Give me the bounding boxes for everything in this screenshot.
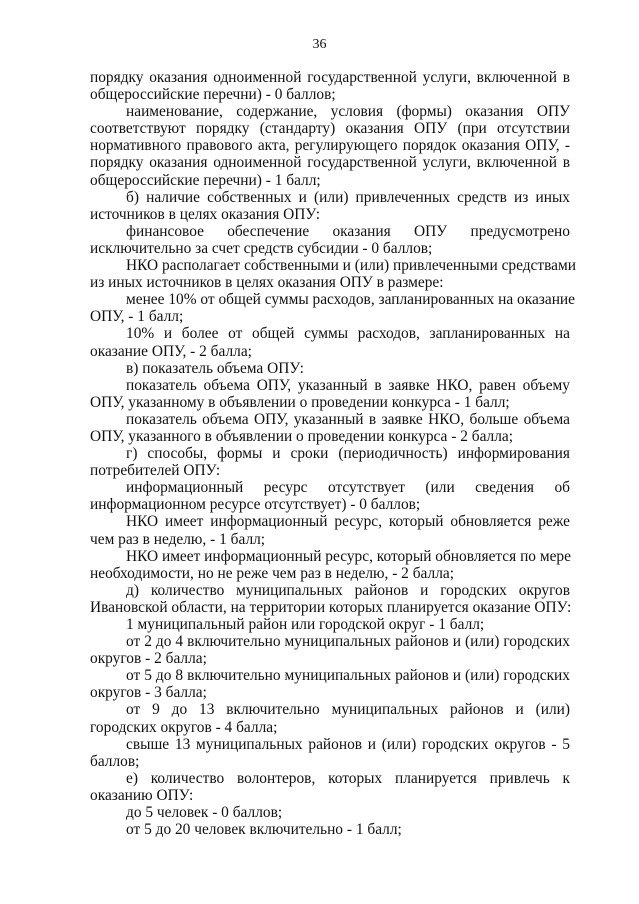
text-line: порядку оказания одноименной государственной услуги, включенной в: [90, 154, 570, 172]
text-line: финансовое обеспечение оказания ОПУ предусмотрено: [126, 222, 570, 240]
text-line: из иных источников в целях оказания ОПУ в размере:: [90, 274, 444, 292]
document-body: [90, 69, 576, 839]
text-line: нормативного правового акта, регулирующего порядок оказания ОПУ, -: [90, 137, 570, 155]
text-line: информационный ресурс отсутствует (или сведения об: [126, 479, 570, 497]
text-line: необходимости, но не реже чем раз в неделю, - 2 балла;: [90, 564, 454, 582]
text-line: соответствуют порядку (стандарту) оказания ОПУ (при отсутствии: [90, 120, 570, 138]
text-line: баллов;: [90, 752, 140, 770]
text-line: источников в целях оказания ОПУ:: [90, 205, 320, 223]
text-line: г) способы, формы и сроки (периодичность) информирования: [126, 445, 570, 463]
text-line: исключительно за счет средств субсидии - 0 баллов;: [90, 239, 433, 257]
text-line: показатель объема ОПУ, указанный в заявке НКО, равен объему: [126, 376, 570, 394]
text-line: от 2 до 4 включительно муниципальных районов и (или) городских: [126, 633, 570, 651]
text-line: НКО имеет информационный ресурс, который обновляется по мере: [126, 547, 571, 565]
text-line: общероссийские перечни) - 1 балл;: [90, 171, 321, 189]
text-line: информационном ресурсе отсутствует) - 0 баллов;: [90, 496, 421, 514]
text-line: д) количество муниципальных районов и городских округов: [126, 581, 570, 599]
text-line: от 5 до 8 включительно муниципальных районов и (или) городских: [126, 667, 570, 685]
text-line: 10% и более от общей суммы расходов, запланированных на: [126, 325, 570, 343]
text-line: е) количество волонтеров, которых планируется привлечь к: [126, 769, 570, 787]
text-line: потребителей ОПУ:: [90, 462, 221, 480]
text-line: до 5 человек - 0 баллов;: [126, 804, 283, 822]
text-line: в) показатель объема ОПУ:: [126, 359, 304, 377]
text-line: округов - 3 балла;: [90, 684, 207, 702]
text-line: наименование, содержание, условия (формы) оказания ОПУ: [126, 103, 570, 121]
text-line: городских округов - 4 балла;: [90, 718, 278, 736]
text-line: порядку оказания одноименной государственной услуги, включенной в: [90, 69, 570, 86]
text-line: общероссийские перечни) - 0 баллов;: [90, 86, 336, 104]
text-line: показатель объема ОПУ, указанный в заявке НКО, больше объема: [126, 410, 570, 428]
text-line: от 5 до 20 человек включительно - 1 балл;: [126, 821, 402, 839]
page-number: 36: [312, 37, 327, 52]
text-line: 1 муниципальный район или городской округ - 1 балл;: [126, 616, 485, 633]
text-line: свыше 13 муниципальных районов и (или) городских округов - 5: [126, 735, 570, 753]
text-line: НКО располагает собственными и (или) привлеченными средствами: [126, 257, 576, 275]
text-line: ОПУ, - 1 балл;: [90, 308, 184, 326]
text-line: ОПУ, указанному в объявлении о проведении конкурса - 1 балл;: [90, 393, 510, 411]
text-line: оказание ОПУ, - 2 балла;: [90, 342, 252, 360]
text-line: б) наличие собственных и (или) привлеченных средств из иных: [126, 188, 570, 206]
text-line: чем раз в неделю, - 1 балл;: [90, 530, 266, 548]
text-line: Ивановской области, на территории которых планируется оказание ОПУ:: [90, 598, 572, 616]
text-line: ОПУ, указанного в объявлении о проведении конкурса - 2 балла;: [90, 427, 514, 445]
text-line: менее 10% от общей суммы расходов, запланированных на оказание: [126, 291, 575, 309]
text-line: от 9 до 13 включительно муниципальных районов и (или): [126, 701, 570, 719]
text-line: округов - 2 балла;: [90, 650, 207, 668]
text-line: оказанию ОПУ:: [90, 786, 194, 804]
text-line: НКО имеет информационный ресурс, который обновляется реже: [126, 513, 570, 531]
